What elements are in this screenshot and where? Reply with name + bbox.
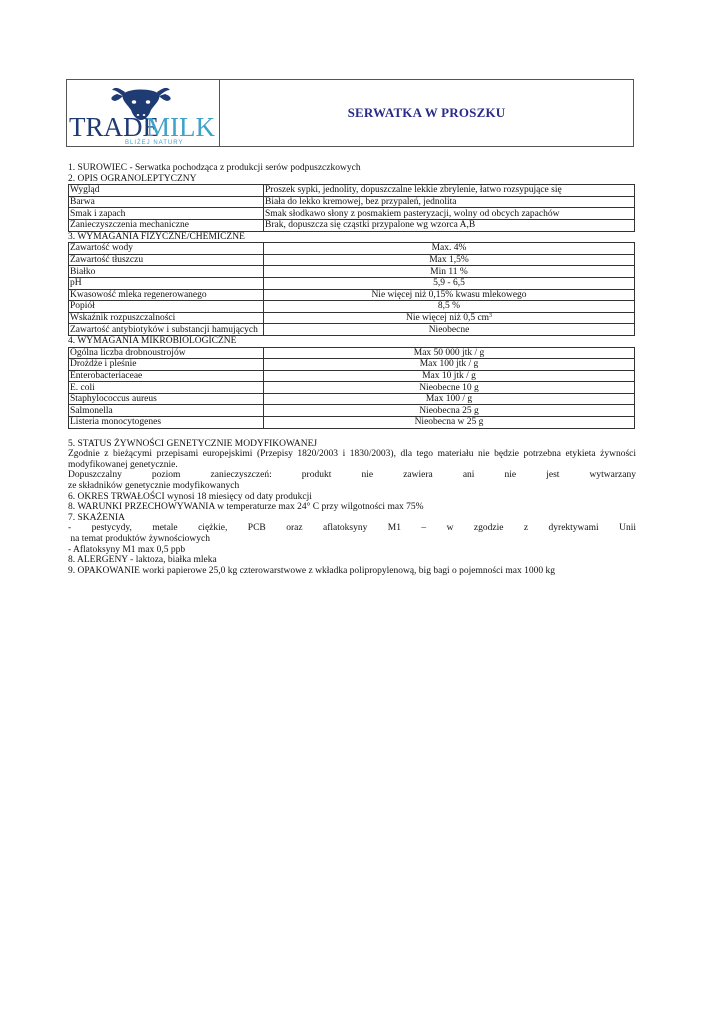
row-value: Nie więcej niż 0,5 cm: [405, 313, 490, 324]
table-row: [69, 185, 635, 197]
row-label: Białko: [69, 266, 264, 278]
section-5-line-2: ze składników genetycznie modyfikowanych: [68, 481, 240, 492]
row-label: pH: [69, 277, 264, 289]
trademilk-logo: [67, 80, 219, 146]
row-value: Brak, dopuszcza się cząstki przypalone wg wzorca A,B: [264, 219, 635, 231]
spec-content: [68, 163, 636, 576]
section-5-heading: 5. STATUS ŻYWNOŚCI GENETYCZNIE MODYFIKOWANEJ: [68, 438, 318, 449]
table-row: [69, 312, 635, 324]
table-row: [69, 382, 635, 394]
row-value: Max 50 000 jtk / g: [264, 347, 635, 359]
table-row: [69, 196, 635, 208]
section-7-line-2: na temat produktów żywnościowych: [68, 534, 210, 544]
row-value: Nieobecne: [264, 324, 635, 336]
row-value: Max 1,5%: [264, 254, 635, 266]
section-2-heading: 2. OPIS OGRANOLEPTYCZNY: [68, 173, 197, 184]
row-label: Listeria monocytogenes: [69, 417, 264, 429]
row-label: Enterobacteriaceae: [69, 370, 264, 382]
table-row: [69, 393, 635, 405]
section-3-heading: 3. WYMAGANIA FIZYCZNE/CHEMICZNE: [68, 231, 245, 242]
row-label: Kwasowość mleka regenerowanego: [69, 289, 264, 301]
row-label: Zawartość tłuszczu: [69, 254, 264, 266]
row-value: Nie więcej niż 0,15% kwasu mlekowego: [264, 289, 635, 301]
section-1-raw-material: 1. SUROWIEC - Serwatka pochodząca z produkcji serów podpuszczkowych: [68, 163, 361, 173]
row-value-wrap: [264, 312, 635, 324]
table-row: [69, 277, 635, 289]
row-label: Smak i zapach: [69, 208, 264, 220]
row-value: Nieobecne 10 g: [264, 382, 635, 394]
row-value: Biała do lekko kremowej, bez przypaleń, jednolita: [264, 196, 635, 208]
row-value: Max. 4%: [264, 243, 635, 255]
row-label: Wygląd: [69, 185, 264, 197]
table-row: [69, 370, 635, 382]
table-row: [69, 208, 635, 220]
row-value: Max 100 jtk / g: [264, 359, 635, 371]
logo-cell: [67, 80, 220, 146]
row-label: Zawartość antybiotyków i substancji hamujących: [69, 324, 264, 336]
unit-superscript: 3: [489, 313, 493, 320]
table-row: [69, 243, 635, 255]
row-label: Wskaźnik rozpuszczalności: [69, 312, 264, 324]
table-row: [69, 219, 635, 231]
section-7-line-1: - pestycydy, metale ciężkie, PCB oraz aflatoksyny M1 – w zgodzie z dyrektywami Unii: [68, 523, 636, 534]
row-label: Drożdże i pleśnie: [69, 359, 264, 371]
logo-milk-text: MILK: [146, 112, 215, 142]
table-row: [69, 324, 635, 336]
row-label: Salmonella: [69, 405, 264, 417]
section-7-line-3: - Aflatoksyny M1 max 0,5 ppb: [68, 544, 186, 555]
section-8-storage: 8. WARUNKI PRZECHOWYWANIA w temperaturze max 24° C przy wilgotności max 75%: [68, 502, 424, 513]
table-row: [69, 405, 635, 417]
row-label: E. coli: [69, 382, 264, 394]
physchem-table: [68, 242, 635, 336]
row-value: Max 100 / g: [264, 393, 635, 405]
row-label: Zanieczyszczenia mechaniczne: [69, 219, 264, 231]
row-value: 5,9 - 6,5: [264, 277, 635, 289]
section-6-shelf-life: 6. OKRES TRWAŁOŚCI wynosi 18 miesięcy od daty produkcji: [68, 491, 312, 502]
table-row: [69, 301, 635, 313]
table-row: [69, 359, 635, 371]
row-value: Max 10 jtk / g: [264, 370, 635, 382]
row-value: Proszek sypki, jednolity, dopuszczalne lekkie zbrylenie, łatwo rozsypujące się: [264, 185, 635, 197]
section-4-heading: 4. WYMAGANIA MIKROBIOLOGICZNE: [68, 335, 237, 346]
section-8-allergens: 8. ALERGENY - laktoza, białka mleka: [68, 555, 217, 566]
table-row: [69, 417, 635, 429]
section-5-paragraph: Zgodnie z bieżącymi przepisami europejskimi (Przepisy 1820/2003 i 1830/2003), dla tego materiału nie będzie potrzebna etykieta żywności modyfikowanej genetycznie.: [68, 449, 636, 470]
row-label: Ogólna liczba drobnoustrojów: [69, 347, 264, 359]
row-label: Popiół: [69, 301, 264, 313]
section-5-line-1: Dopuszczalny poziom zanieczyszczeń: produkt nie zawiera ani nie jest wytwarzany: [68, 470, 636, 481]
logo-trade-text: TRADE: [69, 112, 159, 142]
table-row: [69, 254, 635, 266]
row-label: Barwa: [69, 196, 264, 208]
organoleptic-table: [68, 184, 635, 231]
table-row: [69, 347, 635, 359]
document-title: SERWATKA W PROSZKU: [347, 105, 506, 120]
row-label: Staphylococcus aureus: [69, 393, 264, 405]
header-table: [66, 79, 634, 147]
row-value: Nieobecna w 25 g: [264, 417, 635, 429]
section-9-packaging: 9. OPAKOWANIE worki papierowe 25,0 kg czterowarstwowe z wkładka polipropylenową, big bagi o pojemności max 1000 kg: [68, 565, 555, 576]
row-value: Smak słodkawo słony z posmakiem pasteryzacji, wolny od obcych zapachów: [264, 208, 635, 220]
logo-tagline: BLIŻEJ NATURY: [125, 140, 184, 146]
section-7-heading: 7. SKAŻENIA: [68, 512, 125, 523]
row-value: Nieobecna 25 g: [264, 405, 635, 417]
table-row: [69, 289, 635, 301]
table-row: [69, 266, 635, 278]
row-value: 8,5 %: [264, 301, 635, 313]
row-value: Min 11 %: [264, 266, 635, 278]
microbiology-table: [68, 347, 635, 429]
row-label: Zawartość wody: [69, 243, 264, 255]
